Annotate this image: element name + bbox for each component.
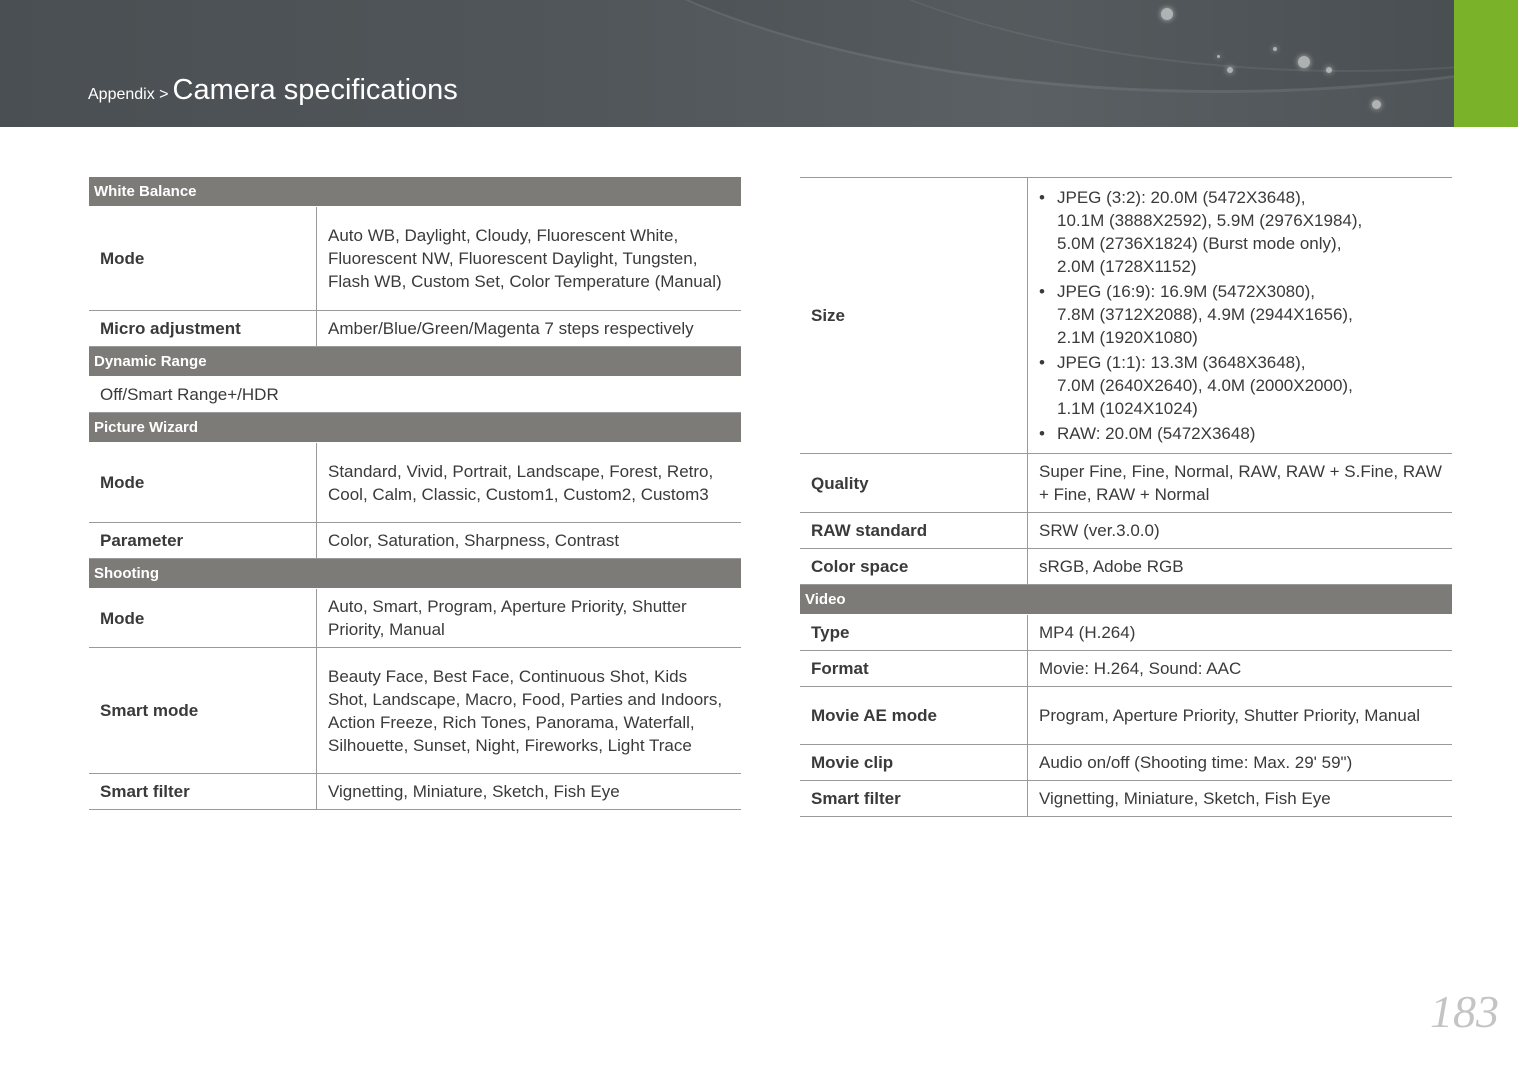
header-decoration-light — [1161, 8, 1173, 20]
spec-value: Off/Smart Range+/HDR — [89, 377, 741, 413]
size-line: • JPEG (3:2): 20.0M (5472X3648), — [1057, 188, 1306, 207]
table-row — [89, 311, 741, 347]
table-row — [800, 615, 1452, 651]
header-decoration-light — [1326, 67, 1332, 73]
page-title: Camera specifications — [172, 74, 458, 106]
section-header-video — [800, 585, 1452, 615]
table-row — [89, 648, 741, 774]
table-row — [800, 781, 1452, 817]
spec-key: Smart mode — [89, 648, 317, 774]
section-title: Shooting — [89, 559, 741, 589]
header-decoration-light — [1372, 100, 1381, 109]
size-line: 2.1M (1920X1080) — [1057, 328, 1198, 347]
spec-key: Smart filter — [800, 781, 1028, 817]
table-row — [89, 443, 741, 523]
spec-value: Auto WB, Daylight, Cloudy, Fluorescent White, Fluorescent NW, Fluorescent Daylight, Tungsten, Flash WB, Custom Set, Color Temperature (Manual) — [317, 207, 742, 311]
spec-key: Mode — [89, 443, 317, 523]
spec-value: MP4 (H.264) — [1028, 615, 1453, 651]
spec-table-left — [89, 177, 741, 810]
spec-value: Vignetting, Miniature, Sketch, Fish Eye — [317, 774, 742, 810]
table-row — [800, 178, 1452, 454]
header-decoration-light — [1217, 55, 1220, 58]
list-item — [1039, 186, 1442, 278]
spec-value: sRGB, Adobe RGB — [1028, 549, 1453, 585]
page-header-banner — [0, 0, 1454, 127]
spec-value: Movie: H.264, Sound: AAC — [1028, 651, 1453, 687]
size-line: • RAW: 20.0M (5472X3648) — [1057, 424, 1256, 443]
section-header-shooting — [89, 559, 741, 589]
spec-key: RAW standard — [800, 513, 1028, 549]
size-line: 5.0M (2736X1824) (Burst mode only), — [1057, 234, 1342, 253]
size-line: 7.0M (2640X2640), 4.0M (2000X2000), — [1057, 376, 1353, 395]
spec-value: Standard, Vivid, Portrait, Landscape, Forest, Retro, Cool, Calm, Classic, Custom1, Custom2, Custom3 — [317, 443, 742, 523]
section-title: Picture Wizard — [89, 413, 741, 443]
breadcrumb-parent[interactable]: Appendix > — [88, 86, 169, 103]
spec-key: Smart filter — [89, 774, 317, 810]
chapter-tab[interactable] — [1454, 0, 1518, 127]
section-header-white-balance — [89, 177, 741, 207]
spec-key: Movie AE mode — [800, 687, 1028, 745]
spec-value — [1028, 178, 1453, 454]
page-number: 183 — [1430, 986, 1499, 1037]
section-title: Dynamic Range — [89, 347, 741, 377]
spec-value: Color, Saturation, Sharpness, Contrast — [317, 523, 742, 559]
size-line: • JPEG (16:9): 16.9M (5472X3080), — [1057, 282, 1315, 301]
spec-key: Mode — [89, 207, 317, 311]
table-row — [800, 687, 1452, 745]
spec-key: Movie clip — [800, 745, 1028, 781]
spec-key: Format — [800, 651, 1028, 687]
spec-value: Super Fine, Fine, Normal, RAW, RAW + S.Fine, RAW + Fine, RAW + Normal — [1028, 454, 1453, 513]
size-line: 10.1M (3888X2592), 5.9M (2976X1984), — [1057, 211, 1363, 230]
table-row — [800, 513, 1452, 549]
spec-key: Quality — [800, 454, 1028, 513]
spec-key: Parameter — [89, 523, 317, 559]
spec-value: Vignetting, Miniature, Sketch, Fish Eye — [1028, 781, 1453, 817]
spec-value: Amber/Blue/Green/Magenta 7 steps respectively — [317, 311, 742, 347]
header-decoration-light — [1273, 47, 1277, 51]
table-row — [89, 774, 741, 810]
list-item — [1039, 351, 1442, 420]
size-line: • JPEG (1:1): 13.3M (3648X3648), — [1057, 353, 1306, 372]
table-row — [800, 651, 1452, 687]
section-title: Video — [800, 585, 1452, 615]
spec-value: SRW (ver.3.0.0) — [1028, 513, 1453, 549]
size-line: 1.1M (1024X1024) — [1057, 399, 1198, 418]
spec-value: Audio on/off (Shooting time: Max. 29' 59") — [1028, 745, 1453, 781]
table-row — [89, 523, 741, 559]
size-list — [1039, 186, 1442, 445]
section-title: White Balance — [89, 177, 741, 207]
spec-key: Color space — [800, 549, 1028, 585]
header-decoration-light — [1227, 67, 1233, 73]
header-decoration-light — [1298, 56, 1310, 68]
size-line: 7.8M (3712X2088), 4.9M (2944X1656), — [1057, 305, 1353, 324]
spec-key: Mode — [89, 589, 317, 648]
table-row — [89, 377, 741, 413]
spec-key: Size — [800, 178, 1028, 454]
spec-value: Program, Aperture Priority, Shutter Priority, Manual — [1028, 687, 1453, 745]
spec-table-right — [800, 177, 1452, 817]
list-item — [1039, 422, 1442, 445]
table-row — [800, 745, 1452, 781]
table-row — [800, 454, 1452, 513]
spec-key: Micro adjustment — [89, 311, 317, 347]
section-header-dynamic-range — [89, 347, 741, 377]
breadcrumb — [88, 74, 458, 107]
size-line: 2.0M (1728X1152) — [1057, 257, 1197, 276]
table-row — [800, 549, 1452, 585]
table-row — [89, 207, 741, 311]
spec-key: Type — [800, 615, 1028, 651]
list-item — [1039, 280, 1442, 349]
spec-value: Auto, Smart, Program, Aperture Priority, Shutter Priority, Manual — [317, 589, 742, 648]
spec-value: Beauty Face, Best Face, Continuous Shot, Kids Shot, Landscape, Macro, Food, Parties and Indoors, Action Freeze, Rich Tones, Panorama, Waterfall, Silhouette, Sunset, Night, Fireworks, Light Trace — [317, 648, 742, 774]
section-header-picture-wizard — [89, 413, 741, 443]
table-row — [89, 589, 741, 648]
